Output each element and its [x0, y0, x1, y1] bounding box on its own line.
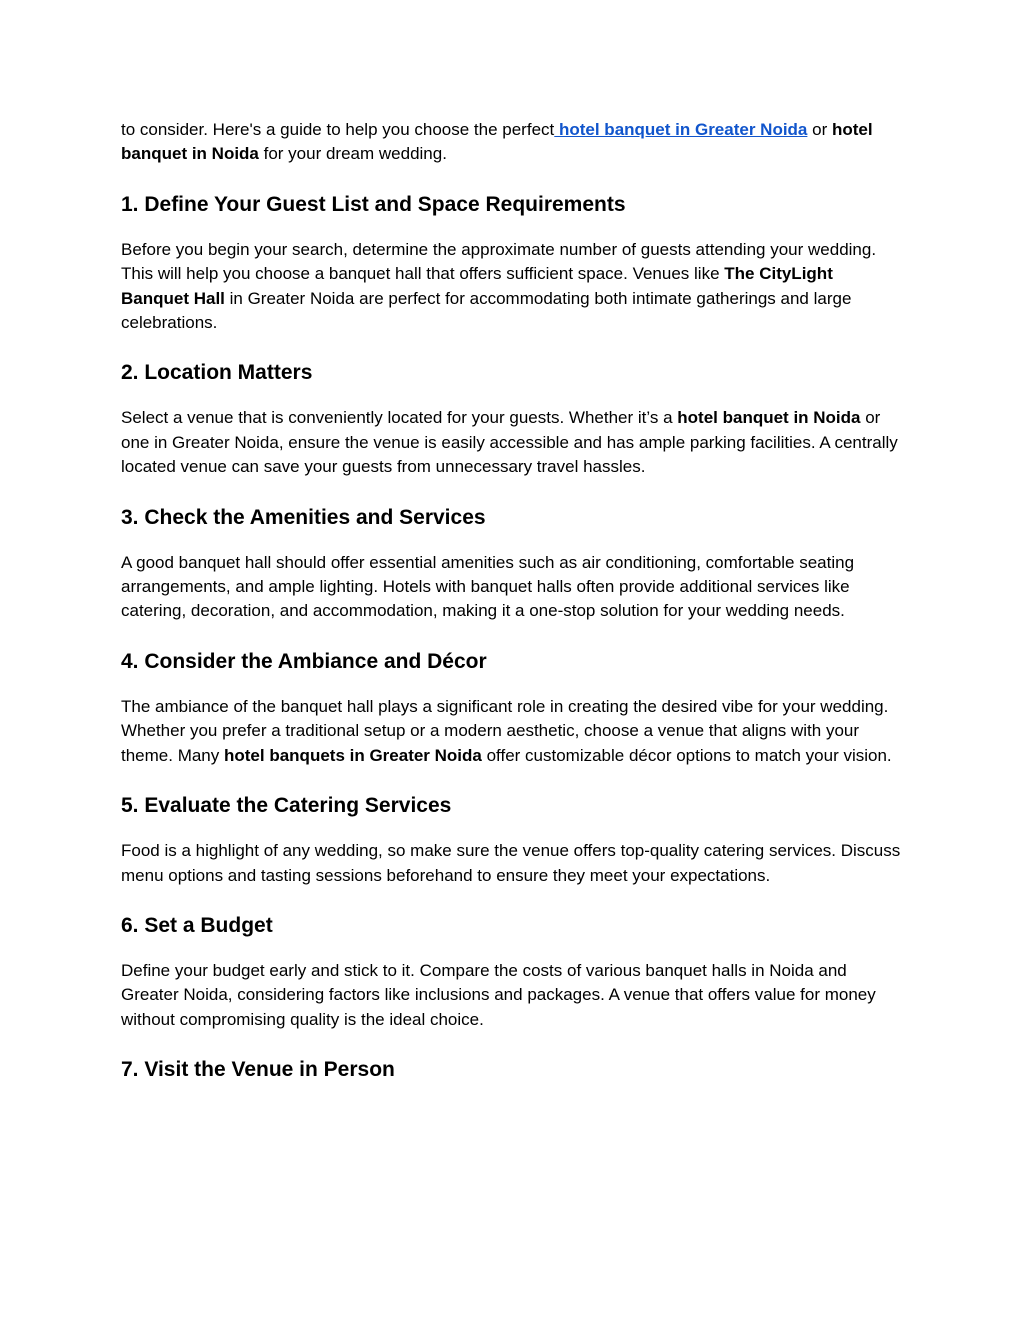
bold-term: The CityLight Banquet Hall [121, 264, 833, 308]
paragraph-text: A good banquet hall should offer essential amenities such as air conditioning, comfortable seating arrangements, and ample lighting. Hotels with banquet halls often provide additional services like catering, decoration, and accommodation, making it a one-stop solution for your wedding needs. [121, 552, 855, 621]
paragraph-text: Before you begin your search, determine the approximate number of guests attending your wedding. This will help you choose a banquet hall that offers sufficient space. Venues like [121, 239, 877, 284]
paragraph-text: Food is a highlight of any wedding, so make sure the venue offers top-quality catering services. Discuss menu options and tasting sessions beforehand to ensure they meet your expectations. [121, 841, 901, 885]
section-heading-3: 3. Check the Amenities and Services [121, 505, 486, 529]
bold-term: hotel banquets in Greater Noida [224, 745, 482, 765]
paragraph-text: offer customizable décor options to match your vision. [481, 745, 892, 765]
intro-paragraph [121, 118, 901, 167]
section-paragraph-1 [121, 238, 901, 336]
paragraph-text: Select a venue that is conveniently located for your guests. Whether it’s a [121, 408, 678, 428]
bold-term: hotel banquet in Noida [121, 120, 873, 164]
section-heading-1: 1. Define Your Guest List and Space Requirements [121, 192, 626, 216]
paragraph-text: in Greater Noida are perfect for accommodating both intimate gatherings and large celebrations. [121, 288, 852, 333]
section-heading-6: 6. Set a Budget [121, 913, 273, 937]
intro-text: for your dream wedding. [258, 144, 447, 164]
section-paragraph-2 [121, 406, 901, 479]
hotel-banquet-greater-noida-link[interactable]: hotel banquet in Greater Noida [554, 120, 808, 139]
section-heading-4: 4. Consider the Ambiance and Décor [121, 649, 487, 673]
bold-term: hotel banquet in Noida [677, 408, 861, 428]
section-heading-5: 5. Evaluate the Catering Services [121, 794, 452, 818]
paragraph-text: or one in Greater Noida, ensure the venue is easily accessible and has ample parking facilities. A centrally located venue can save your guests from unnecessary travel hassles. [121, 408, 898, 477]
paragraph-text: Define your budget early and stick to it. Compare the costs of various banquet halls in Noida and Greater Noida, considering factors like inclusions and packages. A venue that offers value for money without compromising quality is the ideal choice. [121, 960, 876, 1029]
section-heading-7: 7. Visit the Venue in Person [121, 1058, 395, 1082]
section-heading-2: 2. Location Matters [121, 361, 313, 385]
section-paragraph-3 [121, 551, 901, 624]
intro-text: to consider. Here's a guide to help you choose the perfect [121, 120, 555, 139]
paragraph-text: The ambiance of the banquet hall plays a significant role in creating the desired vibe for your wedding. Whether you prefer a traditional setup or a modern aesthetic, choose a venue that aligns with your theme. Many [121, 696, 889, 765]
section-paragraph-4 [121, 695, 901, 768]
document-page [121, 118, 901, 1083]
section-paragraph-6 [121, 959, 901, 1032]
section-paragraph-5 [121, 839, 901, 888]
intro-text: or [807, 120, 832, 139]
